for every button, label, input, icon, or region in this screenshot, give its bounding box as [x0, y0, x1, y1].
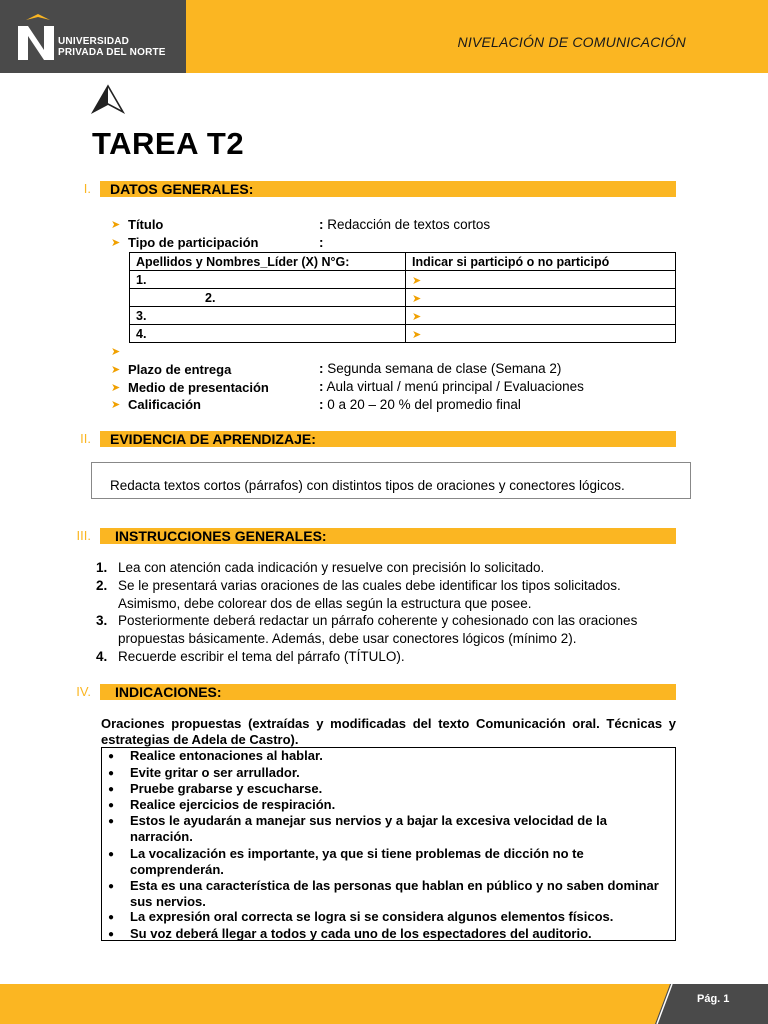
list-item: ● Pruebe grabarse y escucharse.	[108, 781, 323, 796]
list-item: 2. Se le presentará varias oraciones de las cuales debe identificar los tipos solicitados.	[96, 578, 621, 593]
list-item: 3. Posteriormente deberá redactar un párrafo coherente y cohesionado con las oraciones	[96, 613, 638, 628]
table-row	[130, 307, 676, 325]
list-item-continuation: propuestas básicamente. Además, debe usar conectores lógicos (mínimo 2).	[118, 631, 577, 646]
logo-text: UNIVERSIDAD PRIVADA DEL NORTE	[58, 36, 166, 58]
field-label: Tipo de participación	[128, 235, 259, 250]
table-row	[130, 325, 676, 343]
section-number: II.	[80, 431, 91, 446]
field-label: Calificación	[128, 397, 201, 412]
university-logo-icon	[16, 14, 60, 64]
list-item: 1. Lea con atención cada indicación y resuelve con precisión lo solicitado.	[96, 560, 545, 575]
table-cell: 1.	[130, 271, 406, 289]
section-number: I.	[83, 181, 91, 196]
bullet-arrow-icon: ➤	[412, 328, 422, 341]
bullet-arrow-icon: ➤	[111, 364, 121, 376]
table-row	[130, 271, 676, 289]
list-item: ● Estos le ayudarán a manejar sus nervios y a bajar la excesiva velocidad de la narración.	[108, 813, 607, 844]
field-label: Plazo de entrega	[128, 362, 232, 377]
table-cell[interactable]	[406, 325, 676, 343]
list-item: ● Su voz deberá llegar a todos y cada uno de los espectadores del auditorio.	[108, 926, 592, 941]
participation-table	[129, 252, 676, 343]
table-cell: 3.	[130, 307, 406, 325]
bullet-arrow-icon: ➤	[111, 237, 121, 249]
list-item: ● La expresión oral correcta se logra si se considera algunos elementos físicos.	[108, 909, 614, 924]
table-header-row	[130, 253, 676, 271]
list-item: ● Evite gritar o ser arrullador.	[108, 765, 300, 780]
list-item-continuation: Asimismo, debe colorear dos de ellas según la estructura que posee.	[118, 596, 532, 611]
table-cell[interactable]	[406, 307, 676, 325]
indications-intro: Oraciones propuestas (extraídas y modificadas del texto Comunicación oral. Técnicas y estrategias de Adela de Castro).	[101, 716, 676, 747]
course-title: NIVELACIÓN DE COMUNICACIÓN	[457, 34, 686, 50]
list-item: ● Realice entonaciones al hablar.	[108, 748, 323, 763]
field-colon: :	[319, 235, 324, 250]
field-label: Título	[128, 217, 164, 232]
table-cell[interactable]	[406, 271, 676, 289]
table-cell[interactable]	[406, 289, 676, 307]
field-label: Medio de presentación	[128, 380, 269, 395]
footer-bar	[0, 984, 768, 1024]
bullet-arrow-icon: ➤	[111, 219, 121, 231]
table-header-cell: Indicar si participó o no participó	[406, 253, 676, 271]
section-heading-datos: DATOS GENERALES:	[100, 181, 676, 197]
list-item: 4. Recuerde escribir el tema del párrafo (TÍTULO).	[96, 649, 405, 664]
page-number: Pág. 1	[697, 993, 730, 1005]
table-header-cell: Apellidos y Nombres_Líder (X) N°G:	[130, 253, 406, 271]
table-row	[130, 289, 676, 307]
navigation-arrow-icon	[90, 84, 126, 116]
bullet-arrow-icon: ➤	[412, 310, 422, 323]
bullet-arrow-icon: ➤	[412, 292, 422, 305]
section-heading-indicaciones: INDICACIONES:	[100, 684, 676, 700]
field-value: : 0 a 20 – 20 % del promedio final	[319, 397, 521, 412]
section-heading-evidencia: EVIDENCIA DE APRENDIZAJE:	[100, 431, 676, 447]
section-number: IV.	[76, 684, 91, 699]
bullet-arrow-icon: ➤	[111, 382, 121, 394]
footer-divider-icon	[655, 984, 685, 1024]
section-number: III.	[76, 528, 91, 543]
table-cell: 2.	[130, 289, 406, 307]
field-value: : Aula virtual / menú principal / Evaluaciones	[319, 379, 584, 394]
bullet-arrow-icon: ➤	[111, 346, 121, 358]
field-value: : Redacción de textos cortos	[319, 217, 491, 232]
evidence-text: Redacta textos cortos (párrafos) con distintos tipos de oraciones y conectores lógicos.	[110, 478, 625, 493]
page-title: TAREA T2	[92, 126, 245, 161]
bullet-arrow-icon: ➤	[111, 399, 121, 411]
bullet-arrow-icon: ➤	[412, 274, 422, 287]
table-cell: 4.	[130, 325, 406, 343]
list-item: ● Realice ejercicios de respiración.	[108, 797, 336, 812]
field-value: : Segunda semana de clase (Semana 2)	[319, 361, 562, 376]
list-item: ● Esta es una característica de las personas que hablan en público y no saben dominar sus nervios.	[108, 878, 659, 909]
section-heading-instrucciones: INSTRUCCIONES GENERALES:	[100, 528, 676, 544]
list-item: ● La vocalización es importante, ya que si tiene problemas de dicción no te comprenderán.	[108, 846, 584, 877]
